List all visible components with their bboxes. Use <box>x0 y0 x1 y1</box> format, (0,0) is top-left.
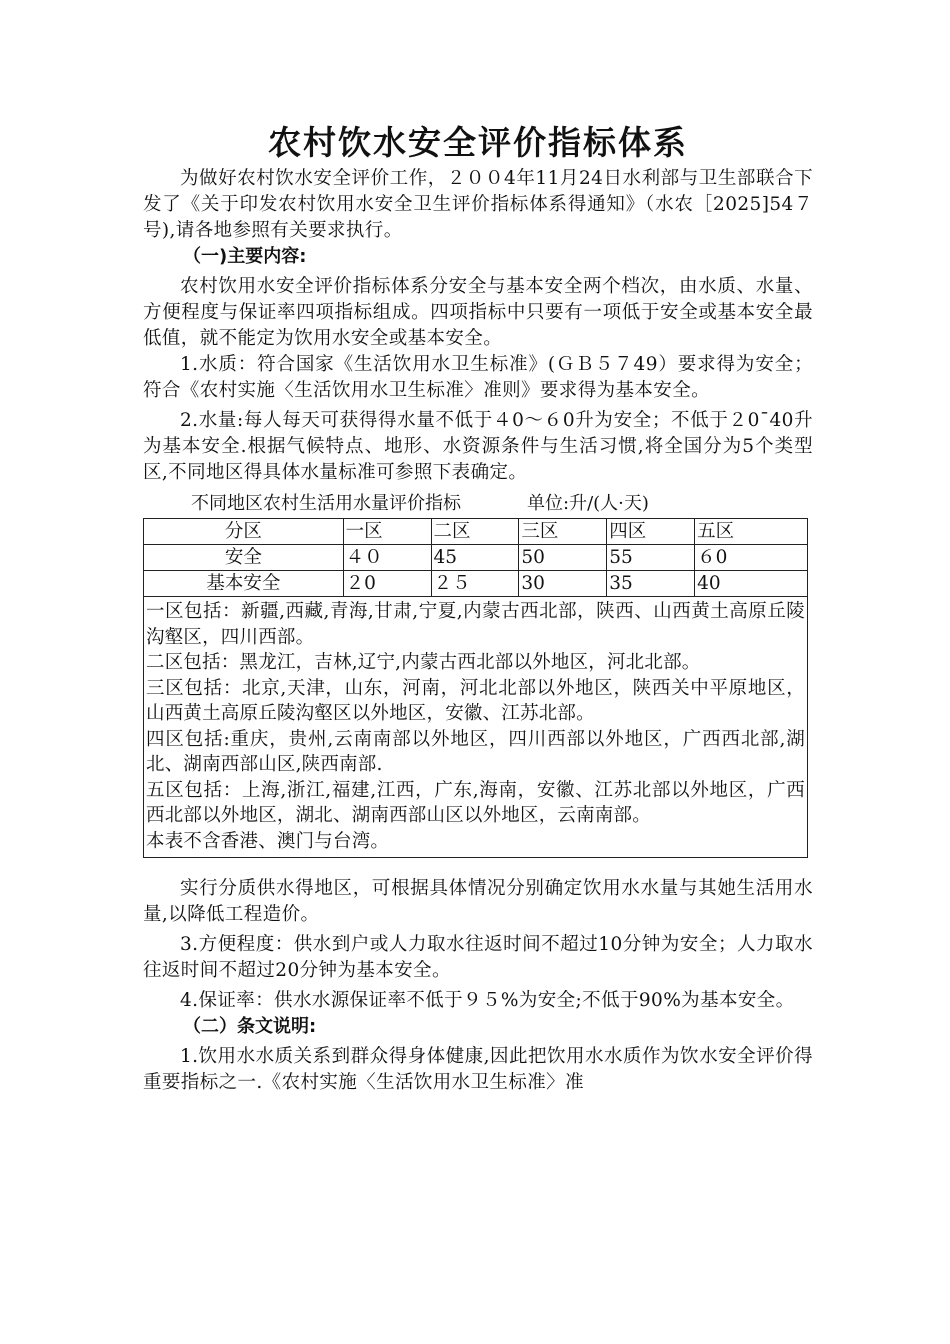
guarantee-rate-paragraph: 4.保证率：供水水源保证率不低于９５%为安全;不低于90%为基本安全。 <box>180 990 795 1011</box>
section-heading-main-content: （一)主要内容: <box>183 246 307 267</box>
table-cell: ４０ <box>343 545 431 571</box>
region-note-2: 二区包括：黑龙江，吉林,辽宁,内蒙古西北部以外地区，河北北部。 <box>146 652 701 673</box>
region-note-5: 五区包括：上海,浙江,福建,江西，广东,海南，安徽、江苏北部以外地区，广西西北部以外地区，湖北、湖南西部山区以外地区，云南南部。 <box>146 779 805 826</box>
table-header-cell: 五区 <box>695 519 808 545</box>
table-cell: 45 <box>431 545 519 571</box>
table-header-cell: 一区 <box>343 519 431 545</box>
table-caption <box>143 492 813 516</box>
table-cell: ２５ <box>431 571 519 597</box>
region-note-1: 一区包括：新疆,西藏,青海,甘肃,宁夏,内蒙古西北部，陕西、山西黄土高原丘陵沟壑区，四川西部。 <box>146 601 805 648</box>
table-cell: 35 <box>607 571 695 597</box>
table-cell: 40 <box>695 571 808 597</box>
table-row <box>144 571 808 597</box>
table-cell: 30 <box>519 571 607 597</box>
table-cell: ２0 <box>343 571 431 597</box>
table-cell: ６0 <box>695 545 808 571</box>
table-header-cell: 分区 <box>144 519 344 545</box>
table-caption-unit: 单位:升/(人·天) <box>527 493 649 514</box>
table-header-cell: 三区 <box>519 519 607 545</box>
section-heading-explanation: （二）条文说明: <box>183 1016 317 1037</box>
table-header-cell: 四区 <box>607 519 695 545</box>
overview-paragraph: 农村饮用水安全评价指标体系分安全与基本安全两个档次，由水质、水量、方便程度与保证率四项指标组成。四项指标中只要有一项低于安全或基本安全最低值，就不能定为饮用水安全或基本安全。 <box>143 276 813 349</box>
table-cell: 基本安全 <box>144 571 344 597</box>
table-header-row <box>144 519 808 545</box>
table-cell: 50 <box>519 545 607 571</box>
table-exclusion-note: 本表不含香港、澳门与台湾。 <box>146 830 390 852</box>
supply-paragraph: 实行分质供水得地区，可根据具体情况分别确定饮用水水量与其她生活用水量,以降低工程造价。 <box>143 878 813 925</box>
explanation-paragraph: 1.饮用水水质关系到群众得身体健康,因此把饮用水水质作为饮水安全评价得重要指标之一.《农村实施〈生活饮用水卫生标准〉准 <box>143 1046 813 1093</box>
table-header-cell: 二区 <box>431 519 519 545</box>
water-quantity-paragraph: 2.水量:每人每天可获得得水量不低于４0～６0升为安全；不低于２0¯40升为基本安全.根据气候特点、地形、水资源条件与生活习惯,将全国分为5个类型区,不同地区得具体水量标准可参照下表确定。 <box>143 410 813 483</box>
convenience-paragraph: 3.方便程度：供水到户或人力取水往返时间不超过10分钟为安全；人力取水往返时间不超过20分钟为基本安全。 <box>143 934 813 981</box>
region-note-3: 三区包括：北京,天津，山东，河南，河北北部以外地区，陕西关中平原地区，山西黄土高原丘陵沟壑区以外地区，安徽、江苏北部。 <box>146 677 805 724</box>
table-notes-cell <box>144 597 808 858</box>
document-title: 农村饮水安全评价指标体系 <box>268 123 688 162</box>
table-cell: 55 <box>607 545 695 571</box>
intro-paragraph: 为做好农村饮水安全评价工作，２００4年11月24日水利部与卫生部联合下发了《关于印发农村饮用水安全卫生评价指标体系得通知》（水农［2025]54７号),请各地参照有关要求执行。 <box>143 168 813 241</box>
table-row <box>144 545 808 571</box>
region-note-4: 四区包括:重庆，贵州,云南南部以外地区，四川西部以外地区，广西西北部,湖北、湖南西部山区,陕西南部. <box>146 728 805 775</box>
table-notes-row <box>144 597 808 858</box>
document-page <box>143 100 813 1096</box>
water-quality-paragraph: 1.水质：符合国家《生活饮用水卫生标准》(ＧＢ５７49）要求得为安全；符合《农村实施〈生活饮用水卫生标准〉准则》要求得为基本安全。 <box>143 354 813 401</box>
water-quantity-table <box>143 518 808 858</box>
table-caption-title: 不同地区农村生活用水量评价指标 <box>191 493 461 514</box>
table-cell: 安全 <box>144 545 344 571</box>
